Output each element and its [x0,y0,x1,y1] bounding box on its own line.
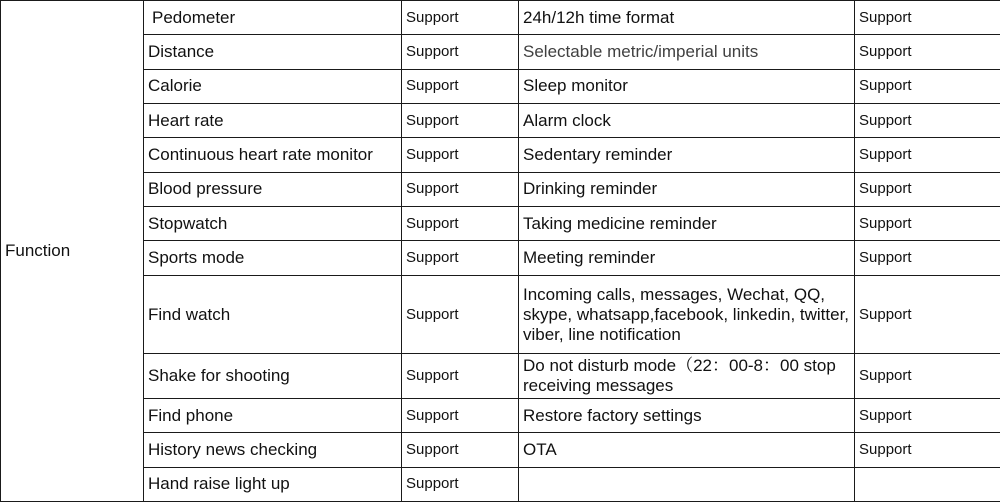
table-row [1,206,1000,240]
feature-name: Sedentary reminder [519,138,855,172]
support-value: Support [402,35,519,69]
support-value: Support [402,398,519,432]
support-value: Support [402,103,519,137]
table-row [1,241,1000,275]
feature-name: Heart rate [144,103,402,137]
support-value: Support [855,206,1000,240]
support-value: Support [402,433,519,467]
feature-name: Pedometer [144,1,402,35]
support-value: Support [855,172,1000,206]
support-value: Support [402,241,519,275]
feature-name: Distance [144,35,402,69]
support-value: Support [402,172,519,206]
feature-name: Taking medicine reminder [519,206,855,240]
table-row [1,138,1000,172]
table-row [1,354,1000,398]
empty-cell [855,467,1000,502]
table-row [1,275,1000,354]
feature-name: Sleep monitor [519,69,855,103]
table-row [1,1,1000,35]
table-row [1,172,1000,206]
feature-name: Find watch [144,275,402,354]
support-value: Support [855,354,1000,398]
feature-name: History news checking [144,433,402,467]
feature-name: OTA [519,433,855,467]
feature-name: Do not disturb mode（22：00-8：00 stop receiving messages [519,354,855,398]
support-value: Support [402,354,519,398]
table-row [1,398,1000,432]
support-value: Support [855,35,1000,69]
support-value: Support [402,467,519,502]
feature-name: 24h/12h time format [519,1,855,35]
feature-name: Hand raise light up [144,467,402,502]
support-value: Support [402,1,519,35]
support-value: Support [402,138,519,172]
feature-name: Restore factory settings [519,398,855,432]
feature-name: Alarm clock [519,103,855,137]
support-value: Support [855,69,1000,103]
feature-name: Incoming calls, messages, Wechat, QQ, skype, whatsapp,facebook, linkedin, twitter, viber, line notification [519,275,855,354]
feature-name: Drinking reminder [519,172,855,206]
support-value: Support [855,241,1000,275]
support-value: Support [855,433,1000,467]
feature-name: Find phone [144,398,402,432]
support-value: Support [855,103,1000,137]
support-value: Support [402,206,519,240]
feature-name: Blood pressure [144,172,402,206]
feature-name: Continuous heart rate monitor [144,138,402,172]
feature-name: Stopwatch [144,206,402,240]
support-value: Support [855,398,1000,432]
support-value: Support [402,275,519,354]
feature-name: Shake for shooting [144,354,402,398]
table-row [1,69,1000,103]
table-row [1,35,1000,69]
support-value: Support [855,1,1000,35]
feature-name: Selectable metric/imperial units [519,35,855,69]
table-row [1,433,1000,467]
table-row [1,467,1000,502]
support-value: Support [402,69,519,103]
feature-name: Sports mode [144,241,402,275]
group-label-function: Function [1,1,144,502]
support-value: Support [855,138,1000,172]
feature-name: Meeting reminder [519,241,855,275]
empty-cell [519,467,855,502]
support-value: Support [855,275,1000,354]
table-row [1,103,1000,137]
feature-name: Calorie [144,69,402,103]
